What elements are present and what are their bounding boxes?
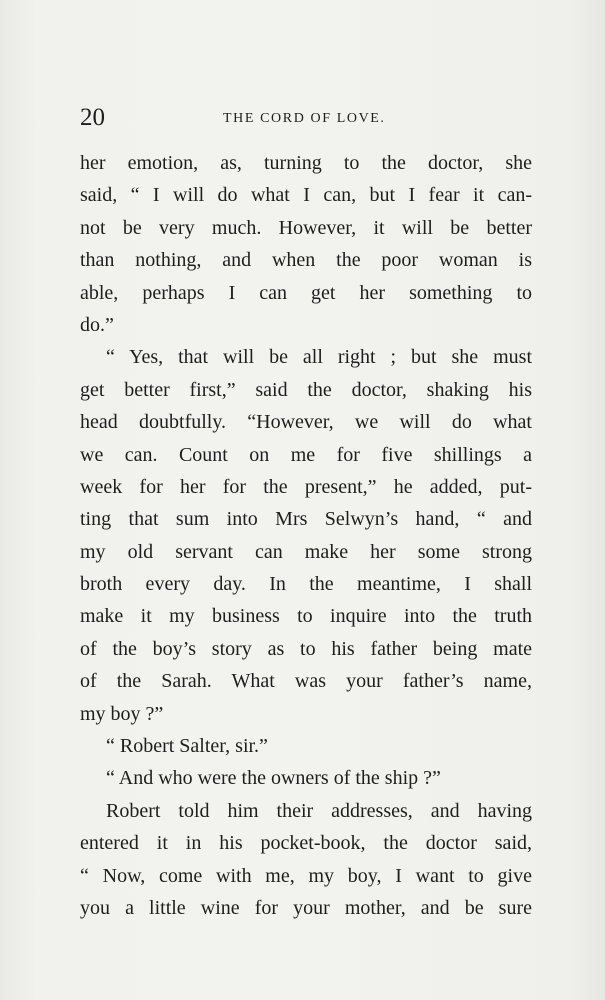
- text-line: said, “ I will do what I can, but I fear it can-: [80, 184, 532, 207]
- text-line: do.”: [80, 313, 114, 336]
- text-line: get better first,” said the doctor, shaking his: [80, 378, 532, 401]
- running-title: THE CORD OF LOVE.: [223, 111, 386, 126]
- text-line: not be very much. However, it will be better: [80, 216, 532, 239]
- text-line: entered it in his pocket-book, the doctor said,: [80, 832, 532, 855]
- text-line: “ Robert Salter, sir.”: [106, 735, 268, 758]
- text-line: head doubtfully. “However, we will do what: [80, 411, 532, 434]
- text-line: broth every day. In the meantime, I shall: [80, 573, 532, 596]
- text-line: Robert told him their addresses, and having: [106, 799, 532, 822]
- body-text: [80, 147, 532, 924]
- text-line: “ Now, come with me, my boy, I want to give: [80, 864, 532, 887]
- text-line: make it my business to inquire into the truth: [80, 605, 532, 628]
- text-line: of the Sarah. What was your father’s name,: [80, 670, 532, 693]
- text-line: able, perhaps I can get her something to: [80, 281, 532, 304]
- text-line: my boy ?”: [80, 702, 164, 725]
- page-header: [80, 103, 533, 133]
- text-line: ting that sum into Mrs Selwyn’s hand, “ and: [80, 508, 532, 531]
- text-line: week for her for the present,” he added, put-: [80, 475, 532, 498]
- text-line: her emotion, as, turning to the doctor, she: [80, 152, 532, 174]
- text-line: you a little wine for your mother, and be sure: [80, 896, 532, 919]
- text-line: of the boy’s story as to his father being mate: [80, 637, 532, 660]
- text-line: my old servant can make her some strong: [80, 540, 532, 563]
- text-line: “ Yes, that will be all right ; but she must: [106, 346, 532, 369]
- text-line: we can. Count on me for five shillings a: [80, 443, 532, 466]
- text-line: “ And who were the owners of the ship ?”: [106, 767, 441, 790]
- text-line: than nothing, and when the poor woman is: [80, 249, 532, 272]
- page-number: 20: [80, 104, 105, 131]
